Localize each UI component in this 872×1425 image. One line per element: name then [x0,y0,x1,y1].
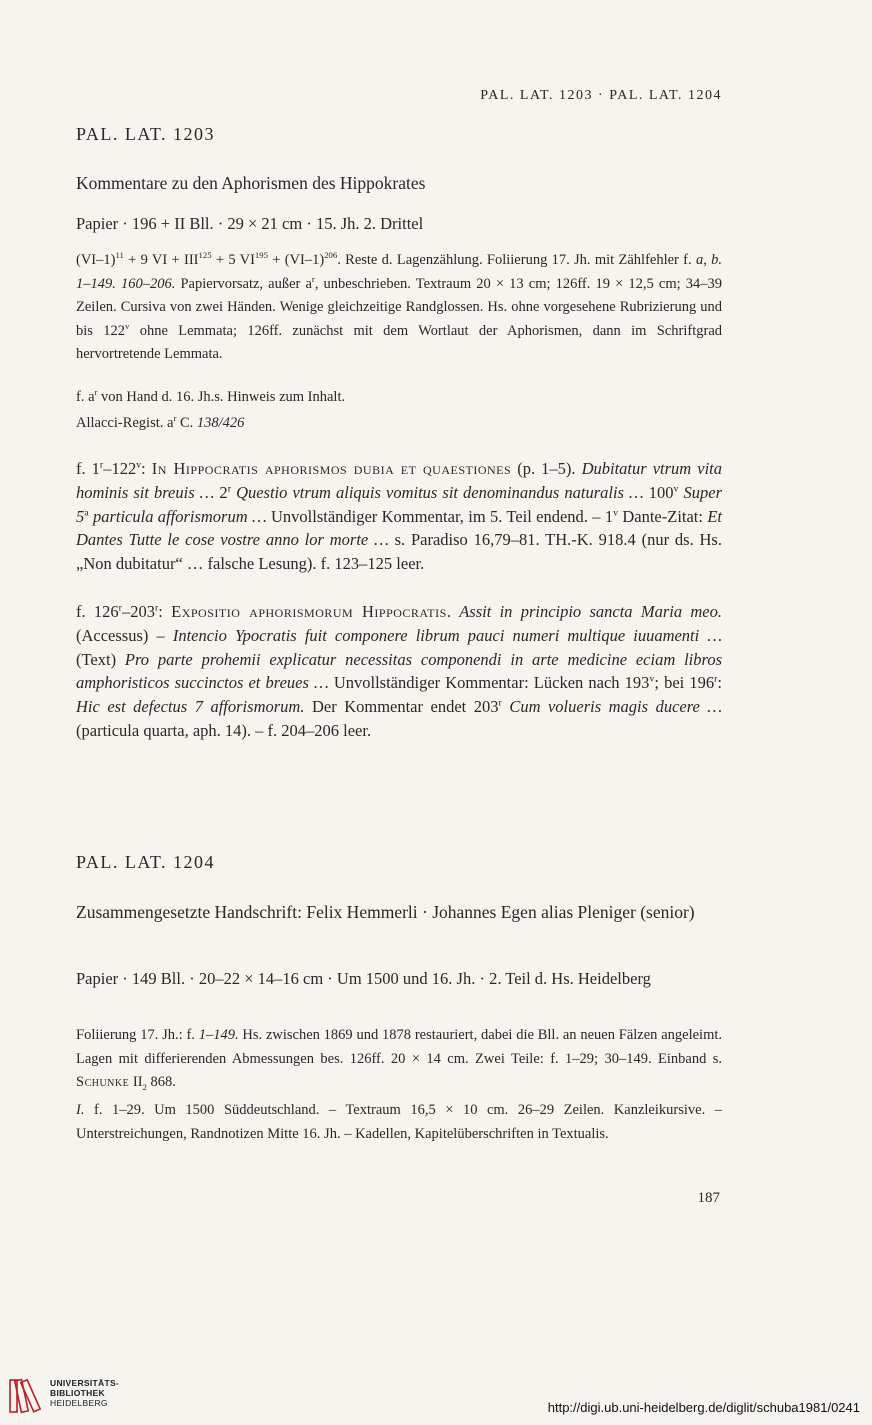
logo-line-3: HEIDELBERG [50,1398,108,1408]
shelfmark-1204: PAL. LAT. 1204 [76,852,216,872]
content-paragraph-1: f. 1$^r$–122$^v$: In Hippocratis aphorismos dubia et quaestiones (p. 1–5). Dubitatur vtrum vita hominis sit breuis … 2$^r$ Questio vtrum aliquis vomitus sit denominandus naturalis … 100$^v$ Super 5$^a$ particula afforismorum … Unvollständiger Kommentar, im 5. Teil endend. – 1$^v$ Dante-Zitat: Et Dantes Tutte le cose vostre anno lor morte … s. Paradiso 16,79–81. TH.-K. 918.4 (nur ds. Hs. „Non dubitatur“ … falsche Lesung). f. 123–125 leer. [76,459,723,574]
shelfmark-1203: PAL. LAT. 1203 [76,124,216,144]
note-hand: f. $a^r$ von Hand d. 16. Jh.s. Hinweis zum Inhalt. [76,387,346,405]
page-number: 187 [697,1190,720,1206]
entry-title-1204: Zusammengesetzte Handschrift: Felix Hemmerli · Johannes Egen alias Pleniger (senior) [76,902,695,922]
part-one-paragraph: I. f. 1–29. Um 1500 Süddeutschland. – Textraum 16,5 × 10 cm. 26–29 Zeilen. Kanzleikursive. – Unterstreichungen, Randnotizen Mitte 16. Jh. – Kadellen, Kapitelüberschriften in Textualis. [76,1102,722,1142]
logo-line-2: BIBLIOTHEK [50,1388,105,1398]
library-logo [8,1374,168,1418]
library-logo-icon [8,1374,42,1416]
physical-description-1203: Papier · 196 + II Bll. · 29 × 21 cm · 15. Jh. 2. Drittel [76,214,424,233]
source-url-link[interactable]: http://digi.ub.uni-heidelberg.de/diglit/schuba1981/0241 [547,1400,860,1415]
library-logo-text [50,1378,119,1408]
content-paragraph-2: f. 126$^r$–203$^r$: Expositio aphorismorum Hippocratis. Assit in principio sancta Maria meo. (Accessus) – Intencio Ypocratis fuit componere librum pauci numeri multique iuuamenti … (Text) Pro parte prohemii explicatur necessitas componendi in arte medicine eciam libros amphoristicos succinctos et breues … Unvollständiger Kommentar: Lücken nach 193$^v$; bei 196$^r$: Hic est defectus 7 afforismorum. Der Kommentar endet 203$^r$ Cum volueris magis ducere … (particula quarta, aph. 14). – f. 204–206 leer. [76,602,723,740]
physical-description-1204: Papier · 149 Bll. · 20–22 × 14–16 cm · Um 1500 und 16. Jh. · 2. Teil d. Hs. Heidelberg [76,969,651,988]
description-paragraph-1204: Foliierung 17. Jh.: f. 1–149. Hs. zwischen 1869 und 1878 restauriert, dabei die Bll. an neuen Fälzen angeleimt. Lagen mit differierenden Abmessungen bes. 126ff. 20 × 14 cm. Zwei Teile: f. 1–29; 30–149. Einband s. Schunke $II_2$ 868. [76,1027,723,1092]
entry-title-1203: Kommentare zu den Aphorismen des Hippokrates [76,173,426,193]
collation-paragraph: $(VI-1)^{11} + 9$ VI + $III^{125} + 5$ $VI^{195} + (VI-1)^{206}$. Reste d. Lagenzählung. Foliierung 17. Jh. mit Zählfehler f. a, b. 1–149. 160–206. Papiervorsatz, außer $a^r$, unbeschrieben. Textraum 20 × 13 cm; 126ff. 19 × 12,5 cm; 34–39 Zeilen. Cursiva von zwei Händen. Wenige gleichzeitige Randglossen. Hs. ohne vorgesehene Rubrizierung und bis 122$^v$ ohne Lemmata; 126ff. zunächst mit dem Wortlaut der Aphorismen, dann im Schriftgrad hervortretende Lemmata. [76,250,723,362]
running-head: PAL. LAT. 1203 · PAL. LAT. 1204 [480,88,722,103]
note-allacci: Allacci-Regist. $a^r$ C. 138/426 [76,413,245,431]
logo-line-1: UNIVERSITÄTS- [50,1378,120,1388]
